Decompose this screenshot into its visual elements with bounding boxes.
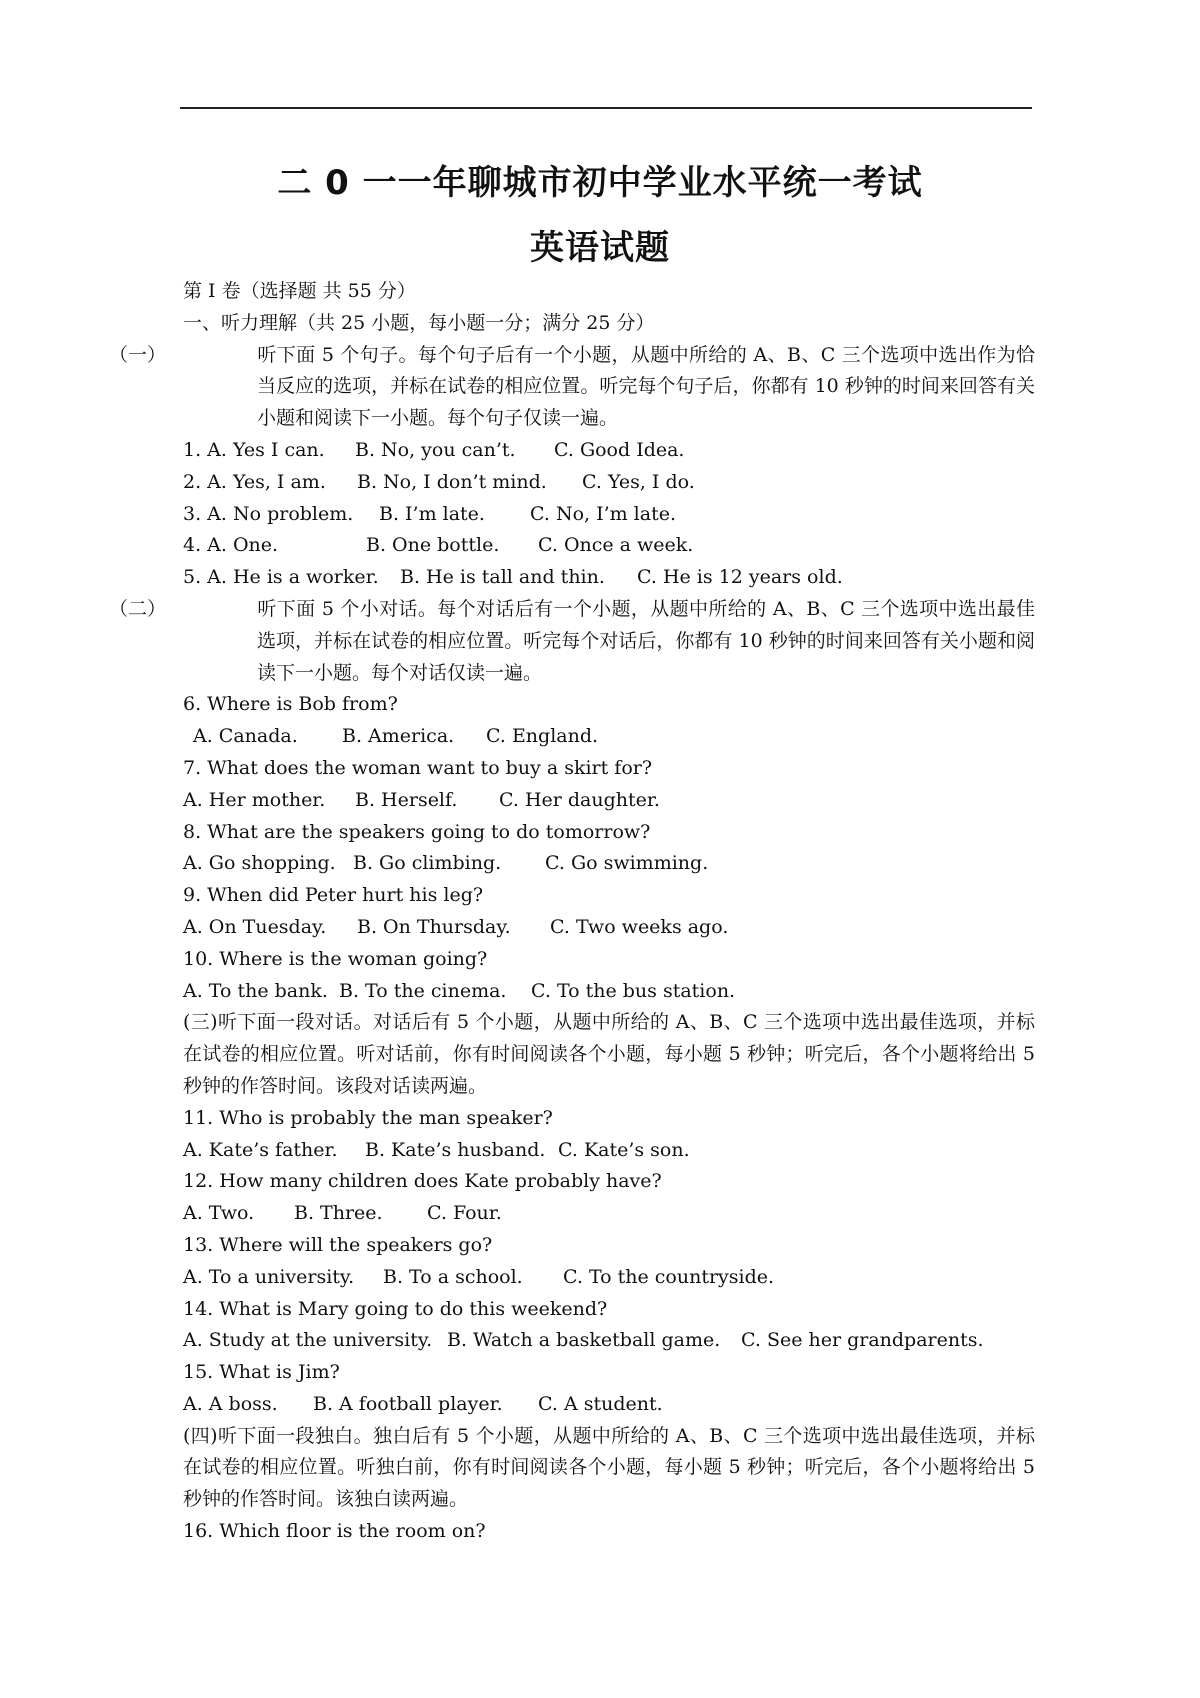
option-a: A. Canada.	[193, 725, 298, 748]
option-c: C. A student.	[538, 1392, 663, 1415]
option-a: A. On Tuesday.	[183, 915, 327, 938]
question-11-options	[183, 1135, 1035, 1167]
question-stem: 6. Where is Bob from?	[183, 693, 398, 716]
option-a: 5. A. He is a worker.	[183, 566, 379, 589]
question-stem: 10. Where is the woman going?	[183, 947, 488, 970]
option-b: B. Watch a basketball game.	[447, 1329, 721, 1352]
option-b: B. To the cinema.	[339, 979, 507, 1002]
question-6-options	[183, 721, 1035, 753]
option-a: A. Kate’s father.	[183, 1138, 338, 1161]
exam-subtitle: 英语试题	[530, 228, 670, 268]
option-a: A. To the bank.	[183, 979, 328, 1002]
option-b: B. I’m late.	[379, 502, 485, 525]
question-15-options	[183, 1389, 1035, 1421]
option-c: C. To the countryside.	[563, 1265, 775, 1288]
question-stem: 7. What does the woman want to buy a skirt for?	[183, 756, 653, 779]
header-rule	[180, 107, 1032, 109]
option-c: C. Good Idea.	[554, 438, 685, 461]
question-2	[183, 467, 1035, 499]
option-c: C. Her daughter.	[499, 788, 660, 811]
option-b: B. Three.	[294, 1202, 383, 1225]
option-c: C. No, I’m late.	[530, 502, 677, 525]
question-5	[183, 562, 1035, 594]
option-a: 3. A. No problem.	[183, 502, 354, 525]
exam-content	[109, 276, 1035, 1548]
option-a: A. Her mother.	[183, 788, 326, 811]
question-stem: 11. Who is probably the man speaker?	[183, 1106, 553, 1129]
question-9-options	[183, 912, 1035, 944]
option-c: C. England.	[486, 725, 599, 748]
question-stem: 16. Which floor is the room on?	[183, 1520, 486, 1543]
section-1-text: 听下面 5 个句子。每个句子后有一个小题，从题中所给的 A、B、C 三个选项中选出作为恰当反应的选项，并标在试卷的相应位置。听完每个句子后，你都有 10 秒钟的时间来回答有关小题和阅读下一小题。每个句子仅读一遍。	[257, 343, 1035, 430]
option-b: B. To a school.	[383, 1265, 523, 1288]
option-c: C. See her grandparents.	[741, 1329, 984, 1352]
section-2-label: （二）	[109, 597, 167, 620]
option-a: A. To a university.	[183, 1265, 355, 1288]
section-3-instructions: (三)听下面一段对话。对话后有 5 个小题，从题中所给的 A、B、C 三个选项中选出最佳选项，并标在试卷的相应位置。听对话前，你有时间阅读各个小题，每小题 5 秒钟；听完后，各个小题将给出 5 秒钟的作答时间。该段对话读两遍。	[183, 1011, 1035, 1097]
section-heading: 一、听力理解（共 25 小题，每小题一分；满分 25 分）	[183, 311, 655, 334]
question-1	[183, 435, 1035, 467]
question-stem: 8. What are the speakers going to do tomorrow?	[183, 820, 651, 843]
option-b: B. He is tall and thin.	[400, 566, 605, 589]
question-10-options	[183, 976, 1035, 1008]
question-7-options	[183, 785, 1035, 817]
section-4-instructions: (四)听下面一段独白。独白后有 5 个小题，从题中所给的 A、B、C 三个选项中选出最佳选项，并标在试卷的相应位置。听独白前，你有时间阅读各个小题，每小题 5 秒钟；听完后，各个小题将给出 5 秒钟的作答时间。该独白读两遍。	[183, 1424, 1035, 1511]
option-b: B. Herself.	[355, 788, 458, 811]
option-a: A. Go shopping.	[183, 852, 336, 875]
option-a: A. A boss.	[183, 1392, 278, 1415]
section-2-instructions	[109, 594, 1035, 689]
option-a: 2. A. Yes, I am.	[183, 470, 326, 493]
question-stem: 15. What is Jim?	[183, 1361, 340, 1384]
question-4	[183, 530, 1035, 562]
option-b: B. Kate’s husband.	[365, 1138, 546, 1161]
exam-title: 二 0 一一年聊城市初中学业水平统一考试	[277, 163, 923, 203]
option-c: C. Go swimming.	[545, 852, 709, 875]
question-stem: 9. When did Peter hurt his leg?	[183, 884, 484, 907]
question-8-options	[183, 848, 1035, 880]
question-13-options	[183, 1262, 1035, 1294]
option-c: C. He is 12 years old.	[637, 566, 843, 589]
option-c: C. Kate’s son.	[558, 1138, 690, 1161]
option-a: 1. A. Yes I can.	[183, 438, 325, 461]
option-a: A. Two.	[183, 1202, 255, 1225]
section-2-text: 听下面 5 个小对话。每个对话后有一个小题，从题中所给的 A、B、C 三个选项中选出最佳选项，并标在试卷的相应位置。听完每个对话后，你都有 10 秒钟的时间来回答有关小题和阅读下一小题。每个对话仅读一遍。	[257, 597, 1035, 684]
option-b: B. No, I don’t mind.	[357, 470, 547, 493]
option-b: B. Go climbing.	[353, 852, 502, 875]
question-stem: 12. How many children does Kate probably have?	[183, 1170, 662, 1193]
option-c: C. Four.	[427, 1202, 502, 1225]
question-3	[183, 499, 1035, 531]
option-c: C. Yes, I do.	[582, 470, 695, 493]
question-stem: 13. Where will the speakers go?	[183, 1233, 493, 1256]
question-12-options	[183, 1198, 1035, 1230]
section-1-label: （一）	[109, 343, 167, 366]
option-b: B. No, you can’t.	[355, 438, 516, 461]
option-b: B. On Thursday.	[357, 915, 511, 938]
section-1-instructions	[109, 340, 1035, 435]
option-c: C. Once a week.	[538, 534, 694, 557]
question-stem: 14. What is Mary going to do this weekend?	[183, 1297, 608, 1320]
option-c: C. Two weeks ago.	[550, 915, 729, 938]
option-c: C. To the bus station.	[531, 979, 736, 1002]
part-heading: 第 I 卷（选择题 共 55 分）	[183, 280, 416, 302]
option-a: A. Study at the university.	[183, 1329, 433, 1352]
option-b: B. A football player.	[313, 1392, 503, 1415]
question-14-options	[183, 1325, 1035, 1357]
option-a: 4. A. One.	[183, 534, 279, 557]
option-b: B. America.	[342, 725, 455, 748]
option-b: B. One bottle.	[366, 534, 500, 557]
